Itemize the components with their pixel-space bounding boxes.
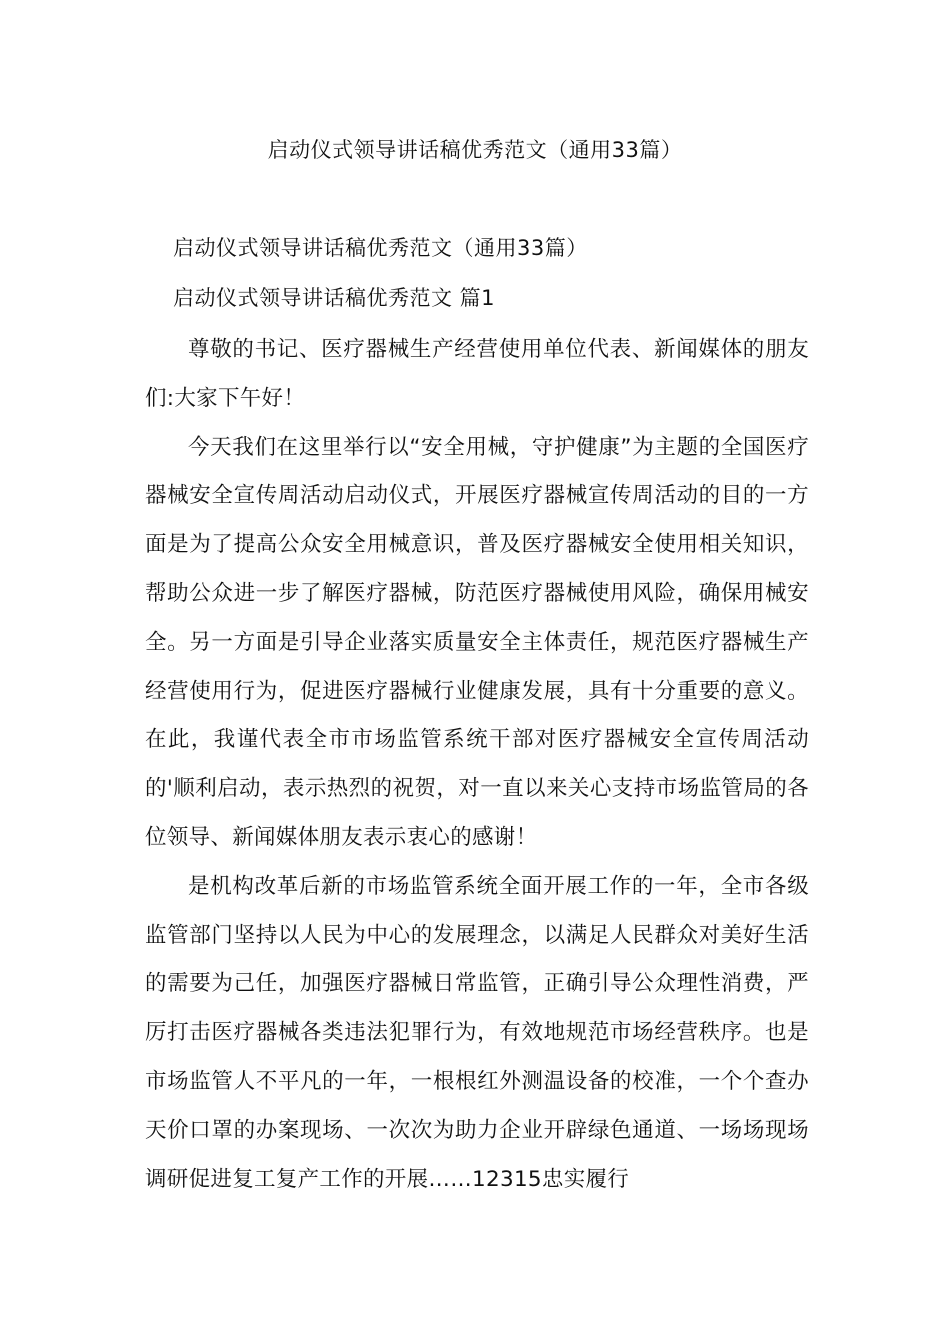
paragraph-opening: 今天我们在这里举行以“安全用械，守护健康”为主题的全国医疗器械安全宣传周活动启动仪式，开展医疗器械宣传周活动的目的一方面是为了提高公众安全用械意识，普及医疗器械安全使用相关知识，帮助公众进一步了解医疗器械，防范医疗器械使用风险，确保用械安全。另一方面是引导企业落实质量安全主体责任，规范医疗器械生产经营使用行为，促进医疗器械行业健康发展，具有十分重要的意义。在此，我谨代表全市市场监管系统干部对医疗器械安全宣传周活动的'顺利启动，表示热烈的祝贺，对一直以来关心支持市场监管局的各位领导、新闻媒体朋友表示衷心的感谢！ <box>145 434 809 850</box>
document-subtitle: 启动仪式领导讲话稿优秀范文（通用33篇） <box>173 236 588 260</box>
paragraph-work-review: 是机构改革后新的市场监管系统全面开展工作的一年，全市各级监管部门坚持以人民为中心的发展理念，以满足人民群众对美好生活的需要为己任，加强医疗器械日常监管，正确引导公众理性消费，严厉打击医疗器械各类违法犯罪行为，有效地规范市场经营秩序。也是市场监管人不平凡的一年，一根根红外测温设备的校准，一个个查办天价口罩的办案现场、一次次为助力企业开辟绿色通道、一场场现场调研促进复工复产工作的开展……12315忠实履行 <box>145 873 809 1192</box>
body-text <box>145 326 809 1204</box>
section-heading: 启动仪式领导讲话稿优秀范文 篇1 <box>173 286 496 310</box>
document-title: 启动仪式领导讲话稿优秀范文（通用33篇） <box>267 138 683 162</box>
paragraph-greeting: 尊敬的书记、医疗器械生产经营使用单位代表、新闻媒体的朋友们:大家下午好！ <box>145 337 809 411</box>
